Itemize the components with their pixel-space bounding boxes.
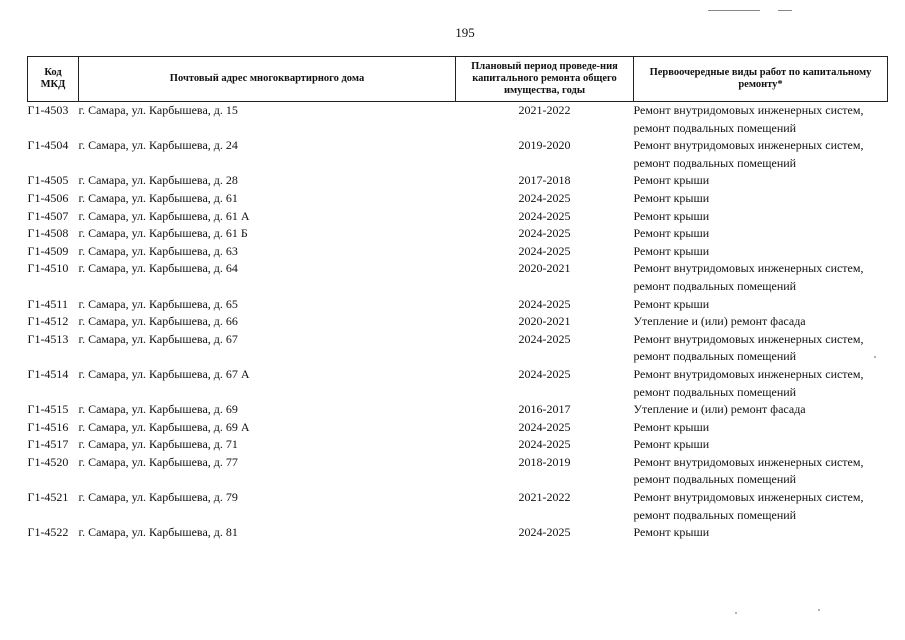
- row-address: г. Самара, ул. Карбышева, д. 64: [78, 261, 238, 276]
- table-row: [28, 190, 888, 208]
- table-row: [28, 243, 888, 261]
- row-address: г. Самара, ул. Карбышева, д. 67: [78, 331, 238, 346]
- work-item: Ремонт крыши: [633, 190, 710, 205]
- work-item: Ремонт внутридомовых инженерных систем,: [633, 138, 864, 153]
- header-address: Почтовый адрес многоквартирного дома: [79, 57, 456, 102]
- row-code: Г1-4522: [27, 525, 69, 540]
- row-code: Г1-4512: [27, 314, 69, 329]
- scan-artifact-line: [708, 10, 760, 11]
- row-period: 2016-2017: [518, 402, 571, 417]
- table-row: [28, 313, 888, 331]
- scan-artifact-dot: [818, 609, 820, 611]
- row-period: 2024-2025: [518, 419, 571, 434]
- row-period: 2024-2025: [518, 226, 571, 241]
- row-period: 2024-2025: [518, 525, 571, 540]
- row-period: 2024-2025: [518, 296, 571, 311]
- work-item: Утепление и (или) ремонт фасада: [633, 402, 806, 417]
- row-address: г. Самара, ул. Карбышева, д. 65: [78, 296, 238, 311]
- row-address: г. Самара, ул. Карбышева, д. 69: [78, 402, 238, 417]
- table-row: [28, 137, 888, 172]
- table-row: [28, 331, 888, 366]
- row-code: Г1-4517: [27, 437, 69, 452]
- row-works: [634, 419, 888, 437]
- row-code: Г1-4506: [27, 190, 69, 205]
- work-item: Утепление и (или) ремонт фасада: [633, 314, 806, 329]
- row-code: Г1-4503: [27, 103, 69, 117]
- row-period: 2024-2025: [518, 366, 571, 381]
- table-row: [28, 436, 888, 454]
- work-item: Ремонт внутридомовых инженерных систем,: [633, 103, 864, 117]
- row-period: 2019-2020: [518, 138, 571, 153]
- row-address: г. Самара, ул. Карбышева, д. 77: [78, 454, 238, 469]
- row-works: [634, 137, 888, 172]
- row-period: 2024-2025: [518, 190, 571, 205]
- work-item: ремонт подвальных помещений: [633, 384, 797, 399]
- row-address: г. Самара, ул. Карбышева, д. 28: [78, 173, 238, 188]
- row-address: г. Самара, ул. Карбышева, д. 15: [78, 103, 238, 117]
- row-period: 2017-2018: [518, 173, 571, 188]
- table-row: [28, 524, 888, 542]
- row-address: г. Самара, ул. Карбышева, д. 67 А: [78, 366, 250, 381]
- table-row: [28, 172, 888, 190]
- row-works: [634, 489, 888, 524]
- scan-artifact-line: [778, 10, 792, 11]
- row-works: [634, 454, 888, 489]
- table-row: [28, 296, 888, 314]
- table-row: [28, 102, 888, 138]
- row-works: [634, 225, 888, 243]
- row-code: Г1-4521: [27, 490, 69, 505]
- row-code: Г1-4510: [27, 261, 69, 276]
- row-code: Г1-4515: [27, 402, 69, 417]
- row-period: 2024-2025: [518, 437, 571, 452]
- work-item: Ремонт внутридомовых инженерных систем,: [633, 261, 864, 276]
- row-code: Г1-4505: [27, 173, 69, 188]
- row-address: г. Самара, ул. Карбышева, д. 61 Б: [78, 226, 248, 241]
- table-row: [28, 260, 888, 295]
- work-item: Ремонт внутридомовых инженерных систем,: [633, 454, 864, 469]
- table-row: [28, 208, 888, 226]
- row-works: [634, 102, 888, 138]
- row-address: г. Самара, ул. Карбышева, д. 24: [78, 138, 238, 153]
- row-address: г. Самара, ул. Карбышева, д. 69 А: [78, 419, 250, 434]
- row-period: 2024-2025: [518, 243, 571, 258]
- row-works: [634, 524, 888, 542]
- row-address: г. Самара, ул. Карбышева, д. 79: [78, 490, 238, 505]
- row-code: Г1-4508: [27, 226, 69, 241]
- row-code: Г1-4504: [27, 138, 69, 153]
- row-code: Г1-4520: [27, 454, 69, 469]
- work-item: Ремонт внутридомовых инженерных систем,: [633, 331, 864, 346]
- row-code: Г1-4511: [27, 296, 68, 311]
- table-row: [28, 401, 888, 419]
- row-period: 2024-2025: [518, 208, 571, 223]
- table-header-row: [28, 57, 888, 102]
- row-works: [634, 172, 888, 190]
- row-address: г. Самара, ул. Карбышева, д. 61: [78, 190, 238, 205]
- work-item: ремонт подвальных помещений: [633, 472, 797, 487]
- row-period: 2021-2022: [518, 490, 571, 505]
- row-address: г. Самара, ул. Карбышева, д. 66: [78, 314, 238, 329]
- table-body: [28, 102, 888, 542]
- work-item: ремонт подвальных помещений: [633, 507, 797, 522]
- table-row: [28, 225, 888, 243]
- work-item: ремонт подвальных помещений: [633, 155, 797, 170]
- work-item: Ремонт крыши: [633, 525, 710, 540]
- row-works: [634, 401, 888, 419]
- row-code: Г1-4514: [27, 366, 69, 381]
- work-item: ремонт подвальных помещений: [633, 120, 797, 135]
- table-row: [28, 454, 888, 489]
- row-works: [634, 260, 888, 295]
- work-item: Ремонт крыши: [633, 173, 710, 188]
- header-code: Код МКД: [28, 57, 79, 102]
- table-row: [28, 366, 888, 401]
- work-item: Ремонт крыши: [633, 243, 710, 258]
- scan-artifact-dot: [735, 612, 737, 614]
- row-code: Г1-4507: [27, 208, 69, 223]
- row-works: [634, 190, 888, 208]
- capital-repair-table: [27, 56, 888, 542]
- row-works: [634, 331, 888, 366]
- work-item: Ремонт крыши: [633, 437, 710, 452]
- header-period: Плановый период проведе-ния капитального ремонта общего имущества, годы: [456, 57, 634, 102]
- row-period: 2024-2025: [518, 331, 571, 346]
- row-address: г. Самара, ул. Карбышева, д. 81: [78, 525, 238, 540]
- work-item: Ремонт внутридомовых инженерных систем,: [633, 366, 864, 381]
- work-item: Ремонт крыши: [633, 208, 710, 223]
- page-number: 195: [455, 25, 475, 40]
- work-item: ремонт подвальных помещений: [633, 349, 797, 364]
- row-address: г. Самара, ул. Карбышева, д. 71: [78, 437, 238, 452]
- header-works: Первоочередные виды работ по капитальному ремонту*: [634, 57, 888, 102]
- row-period: 2020-2021: [518, 261, 571, 276]
- row-code: Г1-4516: [27, 419, 69, 434]
- table-row: [28, 489, 888, 524]
- row-code: Г1-4513: [27, 331, 69, 346]
- table-row: [28, 419, 888, 437]
- row-address: г. Самара, ул. Карбышева, д. 63: [78, 243, 238, 258]
- row-period: 2018-2019: [518, 454, 571, 469]
- row-address: г. Самара, ул. Карбышева, д. 61 А: [78, 208, 250, 223]
- row-works: [634, 243, 888, 261]
- work-item: Ремонт крыши: [633, 226, 710, 241]
- row-works: [634, 296, 888, 314]
- row-period: 2021-2022: [518, 103, 571, 117]
- work-item: Ремонт внутридомовых инженерных систем,: [633, 490, 864, 505]
- work-item: Ремонт крыши: [633, 296, 710, 311]
- row-code: Г1-4509: [27, 243, 69, 258]
- row-works: [634, 313, 888, 331]
- row-works: [634, 366, 888, 401]
- work-item: Ремонт крыши: [633, 419, 710, 434]
- row-period: 2020-2021: [518, 314, 571, 329]
- row-works: [634, 436, 888, 454]
- row-works: [634, 208, 888, 226]
- work-item: ремонт подвальных помещений: [633, 278, 797, 293]
